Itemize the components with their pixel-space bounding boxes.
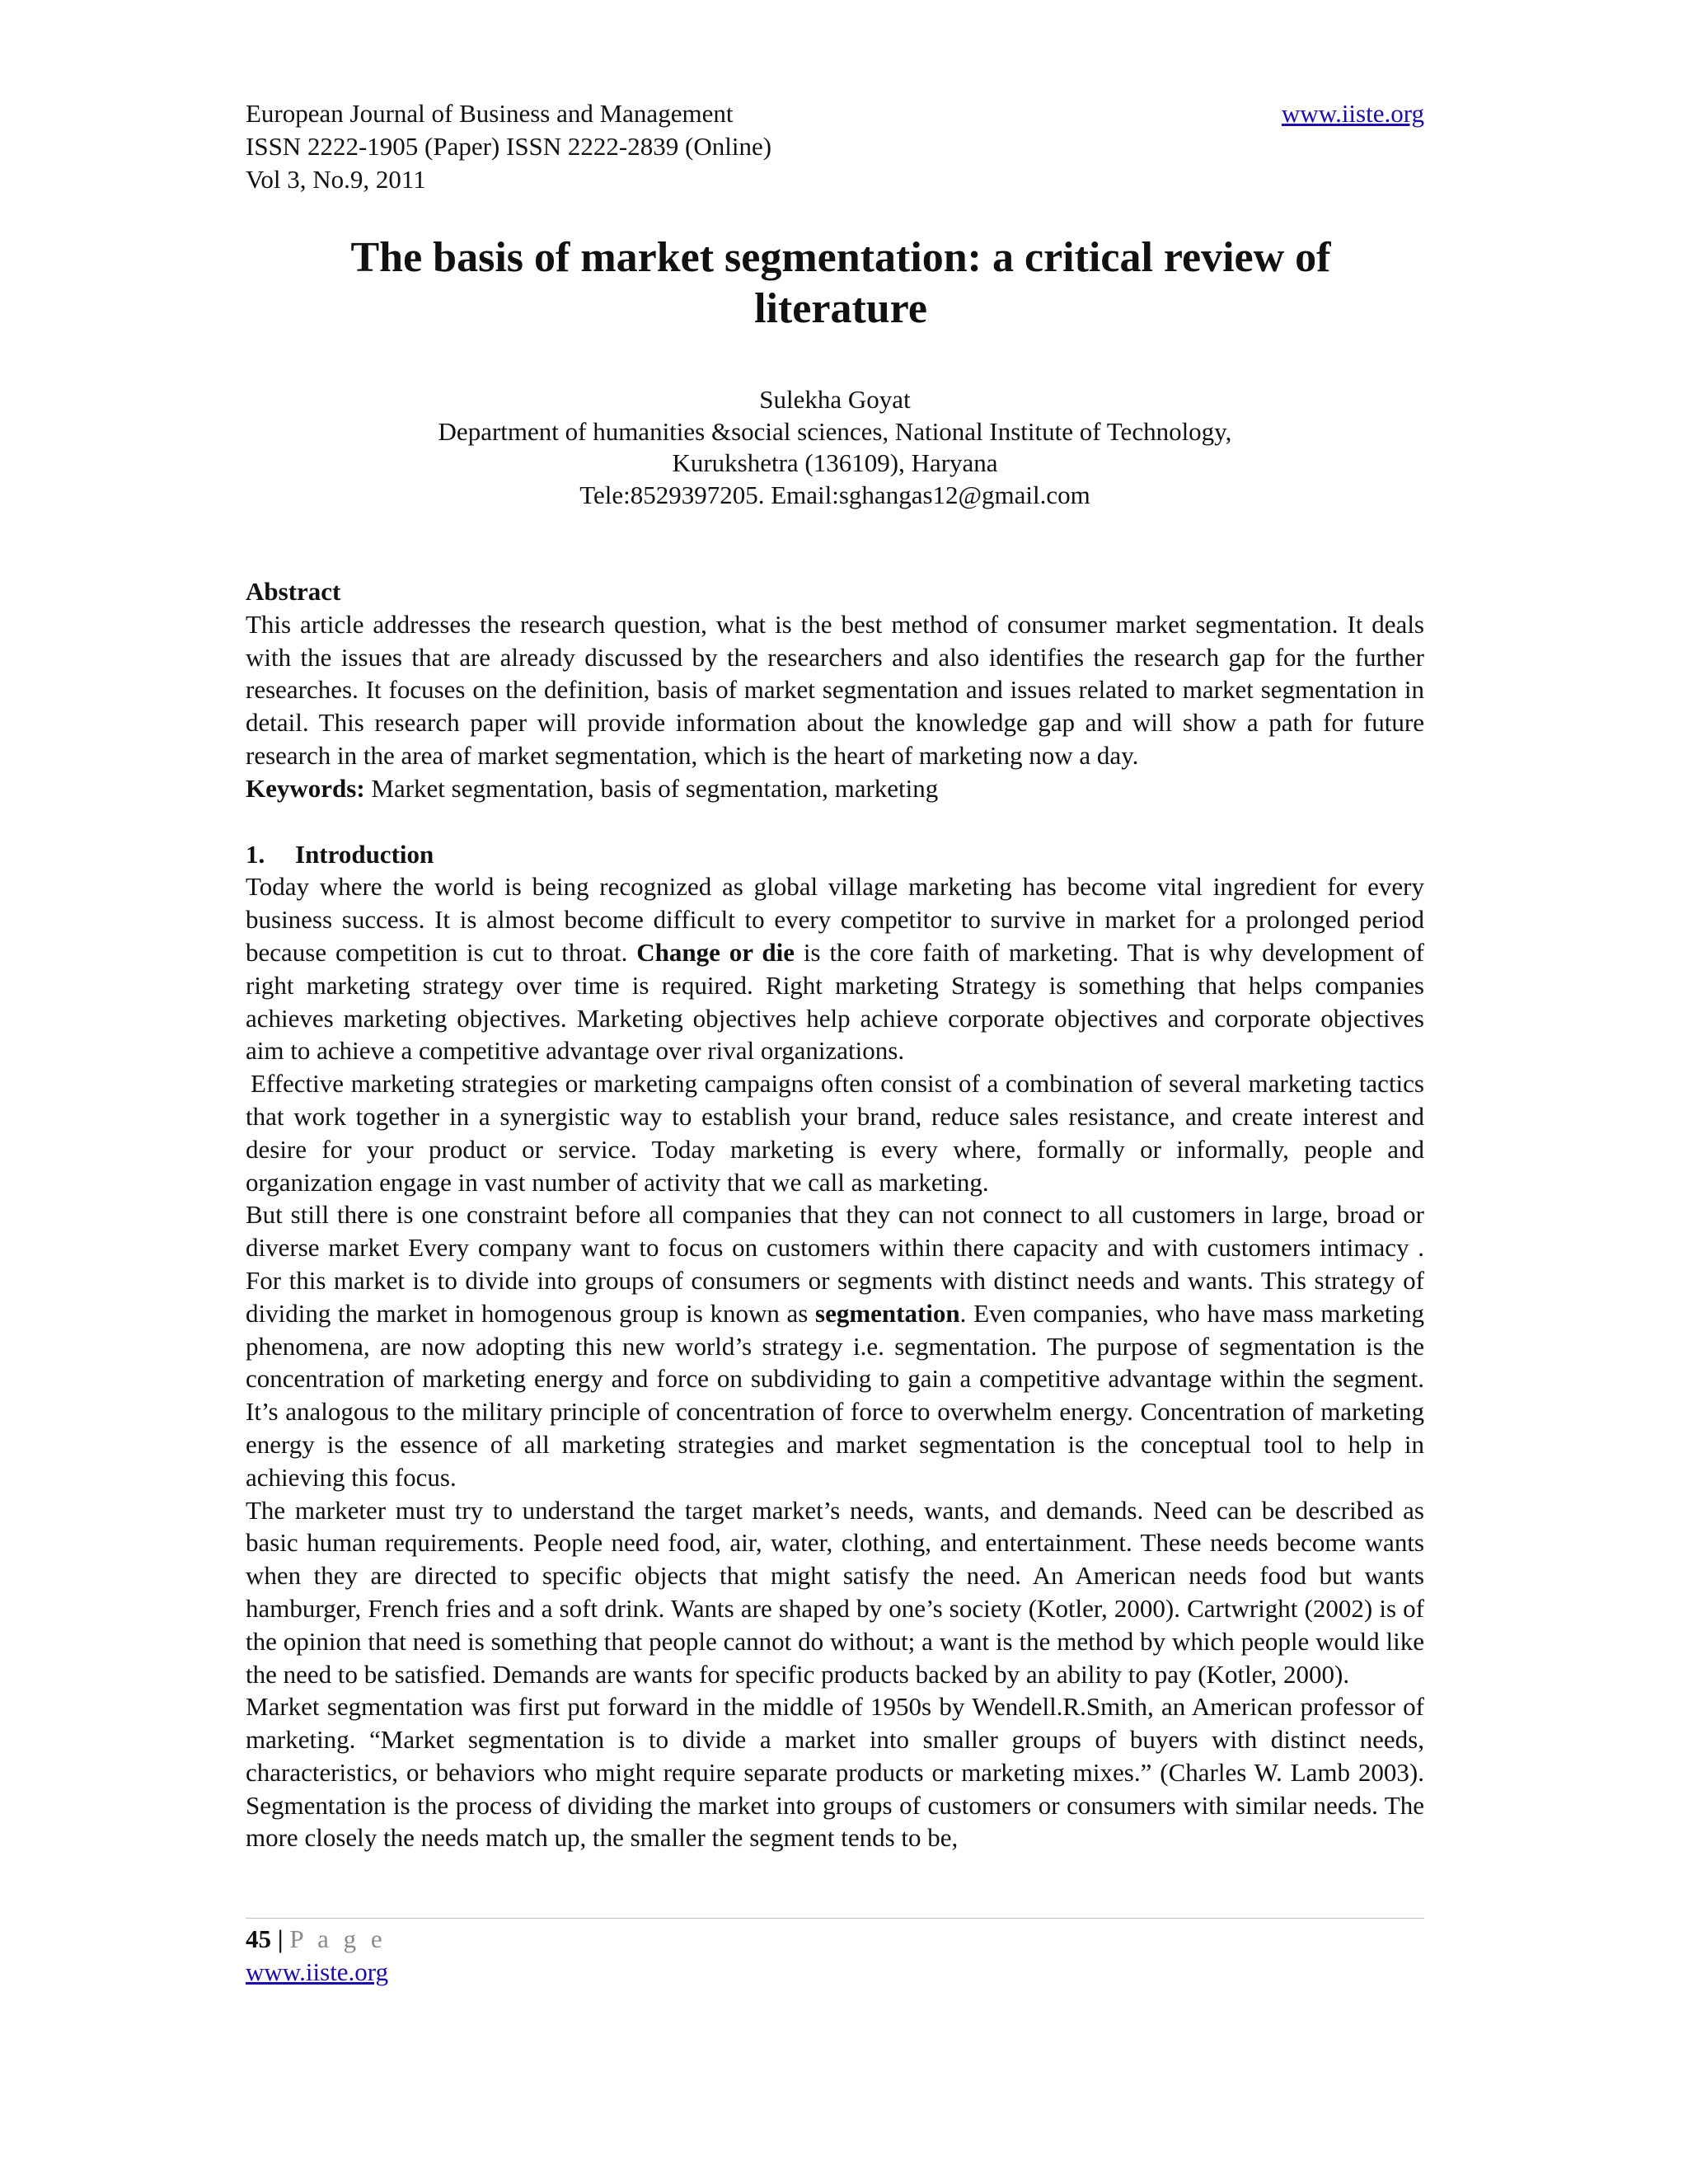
footer-website-link[interactable]: www.iiste.org — [246, 1957, 389, 1986]
author-block — [246, 384, 1424, 511]
intro-paragraph-5: Market segmentation was first put forward in the middle of 1950s by Wendell.R.Smith, an American professor of marketing. “Market segmentation is to divide a market into smaller groups of buyers with distinct needs, characteristics, or behaviors who might require separate products or marketing mixes.” (Charles W. Lamb 2003). Segmentation is the process of dividing the market into groups of customers or consumers with similar needs. The more closely the needs match up, the smaller the segment tends to be, — [246, 1692, 1424, 1853]
author-contact: Tele:8529397205. Email:sghangas12@gmail.com — [579, 480, 1090, 509]
journal-name: European Journal of Business and Management — [246, 99, 734, 128]
volume-line: Vol 3, No.9, 2011 — [246, 165, 426, 194]
section-number: 1. — [246, 839, 265, 869]
intro-paragraph-1 — [246, 870, 1424, 1067]
keywords-label: Keywords: — [246, 773, 365, 803]
paper-body — [246, 575, 1424, 1854]
issn-line: ISSN 2222-1905 (Paper) ISSN 2222-2839 (Online) — [246, 132, 772, 161]
intro-paragraph-3 — [246, 1198, 1424, 1493]
footer-divider — [246, 1918, 1424, 1919]
intro-p3-text-a: But still there is one constraint before all companies that they can not connect to all customers in large, broad or diverse market Every company want to focus on customers within there capacity and with customers intimacy . For this market is to divide into groups of consumers or segments with distinct needs and wants. This strategy of dividing the market in homogenous group is known as — [246, 1200, 1424, 1328]
keywords-line — [246, 772, 1424, 805]
author-name: Sulekha Goyat — [759, 385, 911, 414]
intro-p3-emphasis: segmentation — [815, 1298, 960, 1328]
intro-paragraph-4: The marketer must try to understand the target market’s needs, wants, and demands. Need can be described as basic human requirements. People need food, air, water, clothing, and entertainment. These needs become wants when they are directed to specific objects that might satisfy the need. An American needs food but wants hamburger, French fries and a soft drink. Wants are shaped by one’s society (Kotler, 2000). Cartwright (2002) is of the opinion that need is something that people cannot do without; a want is the method by which people would like the need to be satisfied. Demands are wants for specific products backed by an ability to pay (Kotler, 2000). — [246, 1495, 1424, 1689]
abstract-heading: Abstract — [246, 577, 341, 606]
keywords-list: Market segmentation, basis of segmentation, marketing — [364, 773, 939, 803]
intro-p1-emphasis: Change or die — [636, 937, 795, 967]
page-number: 45 — [246, 1924, 271, 1953]
page-footer — [246, 1923, 388, 1989]
running-header — [246, 97, 1424, 196]
section-heading-introduction — [246, 838, 1424, 871]
intro-p1-text-a: Today where the world is being recognized as global village marketing has become vital ingredient for every business success. It is almost become difficult to every competitor to survive in market for a prolonged period because competition is cut to throat. — [246, 872, 1424, 967]
page-word: P a g e — [289, 1924, 387, 1953]
author-affiliation: Department of humanities &social sciences, National Institute of Technology, — [438, 416, 1232, 446]
author-location: Kurukshetra (136109), Haryana — [672, 448, 998, 477]
intro-p3-text-b: . Even companies, who have mass marketing phenomena, are now adopting this new world’s strategy i.e. segmentation. The purpose of segmentation is the concentration of marketing energy and force on subdividing to gain a competitive advantage within the segment. It’s analogous to the military principle of concentration of force to overwhelm energy. Concentration of marketing energy is the essence of all marketing strategies and market segmentation is the conceptual tool to help in achieving this focus. — [246, 1298, 1424, 1492]
section-title: Introduction — [295, 839, 434, 869]
abstract-text: This article addresses the research question, what is the best method of consumer market segmentation. It deals with the issues that are already discussed by the researchers and also identifies the research gap for the further researches. It focuses on the definition, basis of market segmentation and issues related to market segmentation in detail. This research paper will provide information about the knowledge gap and will show a path for future research in the area of market segmentation, which is the heart of marketing now a day. — [246, 609, 1424, 770]
header-website-link[interactable]: www.iiste.org — [1281, 99, 1424, 128]
intro-p1-text-b: is the core faith of marketing. That is why development of right marketing strategy over time is required. Right marketing Strategy is something that helps companies achieves marketing objectives. Marketing objectives help achieve corporate objectives and corporate objectives aim to achieve a competitive advantage over rival organizations. — [246, 937, 1424, 1066]
intro-paragraph-2: Effective marketing strategies or marketing campaigns often consist of a combination of several marketing tactics that work together in a synergistic way to establish your brand, reduce sales resistance, and create interest and desire for your product or service. Today marketing is every where, formally or informally, people and organization engage in vast number of activity that we call as marketing. — [246, 1069, 1424, 1197]
page-separator: | — [277, 1924, 284, 1953]
paper-title: The basis of market segmentation: a critical review of literature — [350, 234, 1331, 332]
